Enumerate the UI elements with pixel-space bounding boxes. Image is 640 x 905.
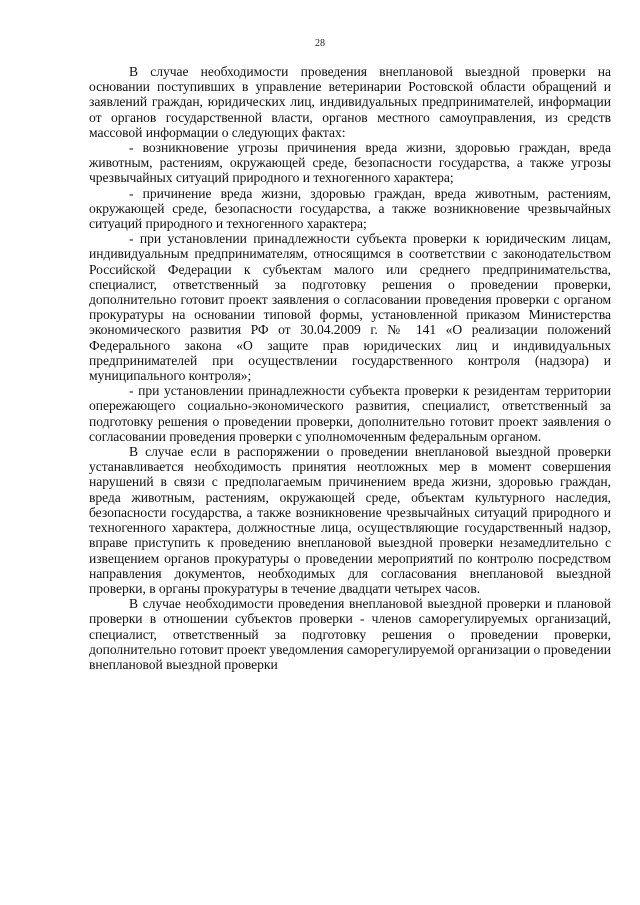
- paragraph-advanced-development-residents: - при установлении принадлежности субъекта проверки к резидентам территории опережающего социально-экономического развития, специалист, ответственный за подготовку решения о проведении проверки, дополнительно готовит проект заявления о согласовании проведения проверки с уполномоченным федеральным органом.: [89, 383, 611, 444]
- paragraph-small-business-approval: - при установлении принадлежности субъекта проверки к юридическим лицам, индивидуальным предпринимателям, относящимся в соответствии с законодательством Российской Федерации к субъектам малого или среднего предпринимательства, специалист, ответственный за подготовку решения о проведении проверки, дополнительно готовит проект заявления о согласовании проведения проверки с органом прокуратуры на основании типовой формы, установленной приказом Министерства экономического развития РФ от 30.04.2009 г. № 141 «О реализации положений Федерального закона «О защите прав юридических лиц и индивидуальных предпринимателей при осуществлении государственного контроля (надзора) и муниципального контроля»;: [89, 231, 611, 384]
- paragraph-self-regulatory-organizations: В случае необходимости проведения внеплановой выездной проверки и плановой проверки в отношении субъектов проверки - членов саморегулируемых организаций, специалист, ответственный за подготовку решения о проведении проверки, дополнительно готовит проект уведомления саморегулируемой организации о проведении внеплановой выездной проверки: [89, 596, 611, 672]
- paragraph-immediate-measures: В случае если в распоряжении о проведении внеплановой выездной проверки устанавливается необходимость принятия неотложных мер в момент совершения нарушений в связи с предполагаемым причинением вреда жизни, здоровью граждан, вреда животным, растениям, окружающей среде, объектам культурного наследия, безопасности государства, а также возникновение чрезвычайных ситуаций природного и техногенного характера, должностные лица, осуществляющие государственный надзор, вправе приступить к проведению внеплановой выездной проверки незамедлительно с извещением органов прокуратуры о проведении мероприятий по контролю посредством направления документов, необходимых для согласования внеплановой выездной проверки, в органы прокуратуры в течение двадцати четырех часов.: [89, 444, 611, 596]
- paragraph-urgent-inspection-grounds: В случае необходимости проведения внеплановой выездной проверки на основании поступивших в управление ветеринарии Ростовской области обращений и заявлений граждан, юридических лиц, индивидуальных предпринимателей, информации от органов государственной власти, органов местного самоуправления, из средств массовой информации о следующих фактах:: [89, 64, 611, 140]
- page-number: 28: [315, 38, 325, 49]
- document-body: [89, 64, 611, 672]
- paragraph-harm-caused: - причинение вреда жизни, здоровью граждан, вреда животным, растениям, окружающей среде, безопасности государства, а также возникновение чрезвычайных ситуаций природного и техногенного характера;: [89, 185, 611, 232]
- paragraph-threat-of-harm: - возникновение угрозы причинения вреда жизни, здоровью граждан, вреда животным, растениям, окружающей среде, безопасности государства, а также угрозы чрезвычайных ситуаций природного и техногенного характера;: [89, 140, 611, 186]
